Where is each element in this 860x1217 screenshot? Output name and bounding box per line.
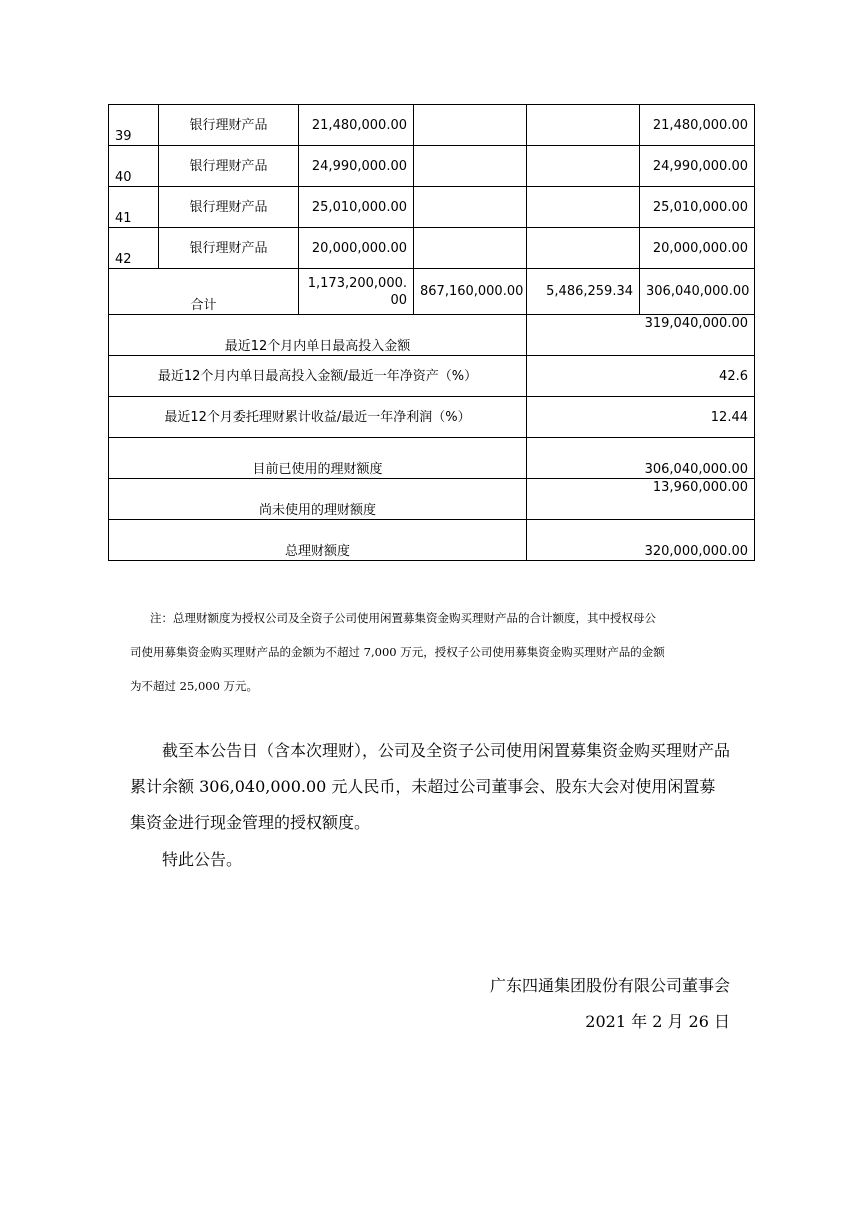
table-row [109, 146, 755, 187]
total-actual-income: 5,486,259.34 [527, 269, 640, 315]
summary-row [109, 397, 755, 438]
product-name: 银行理财产品 [159, 187, 299, 228]
balance-paragraph: 截至本公告日（含本次理财），公司及全资子公司使用闲置募集资金购买理财产品累计余额 306,040,000.00 元人民币，未超过公司董事会、股东大会对使用闲置募集资金进行现金管理的授权额度。 [130, 741, 731, 832]
summary-row [109, 479, 755, 520]
product-name: 银行理财产品 [159, 146, 299, 187]
outstanding-principal: 21,480,000.00 [640, 105, 755, 146]
actual-income [527, 105, 640, 146]
row-index: 39 [109, 105, 159, 146]
total-recovered-principal: 867,160,000.00 [414, 269, 527, 315]
summary-value: 319,040,000.00 [527, 315, 755, 356]
recovered-principal [414, 105, 527, 146]
outstanding-principal: 24,990,000.00 [640, 146, 755, 187]
summary-value: 306,040,000.00 [527, 438, 755, 479]
investment-amount: 20,000,000.00 [299, 228, 414, 269]
total-row [109, 269, 755, 315]
footnote-line: 司使用募集资金购买理财产品的金额为不超过 7,000 万元，授权子公司使用募集资金购买理财产品的金额 [130, 645, 665, 659]
investment-amount: 25,010,000.00 [299, 187, 414, 228]
table-row [109, 187, 755, 228]
investment-amount: 24,990,000.00 [299, 146, 414, 187]
table-footnote [130, 601, 740, 703]
summary-label: 最近12个月内单日最高投入金额 [109, 315, 527, 356]
total-investment-amount: 1,173,200,000.00 [299, 269, 414, 315]
outstanding-principal: 20,000,000.00 [640, 228, 755, 269]
row-index: 42 [109, 228, 159, 269]
summary-row [109, 315, 755, 356]
summary-label: 总理财额度 [109, 520, 527, 561]
summary-label: 尚未使用的理财额度 [109, 479, 527, 520]
row-index: 40 [109, 146, 159, 187]
recovered-principal [414, 228, 527, 269]
table-row [109, 105, 755, 146]
row-index: 41 [109, 187, 159, 228]
summary-value: 13,960,000.00 [527, 479, 755, 520]
financial-products-table [108, 104, 755, 561]
summary-row [109, 438, 755, 479]
summary-value: 42.6 [527, 356, 755, 397]
signature-date: 2021 年 2 月 26 日 [585, 1012, 730, 1031]
closing-paragraph: 特此公告。 [162, 850, 243, 869]
summary-value: 12.44 [527, 397, 755, 438]
table-row [109, 228, 755, 269]
actual-income [527, 146, 640, 187]
summary-label: 目前已使用的理财额度 [109, 438, 527, 479]
recovered-principal [414, 146, 527, 187]
summary-label: 最近12个月委托理财累计收益/最近一年净利润（%） [109, 397, 527, 438]
outstanding-principal: 25,010,000.00 [640, 187, 755, 228]
summary-label: 最近12个月内单日最高投入金额/最近一年净资产（%） [109, 356, 527, 397]
summary-row [109, 520, 755, 561]
investment-amount: 21,480,000.00 [299, 105, 414, 146]
product-name: 银行理财产品 [159, 105, 299, 146]
footnote-line: 为不超过 25,000 万元。 [130, 679, 259, 693]
total-label: 合计 [109, 269, 299, 315]
summary-value: 320,000,000.00 [527, 520, 755, 561]
signature-company: 广东四通集团股份有限公司董事会 [489, 976, 730, 995]
actual-income [527, 187, 640, 228]
product-name: 银行理财产品 [159, 228, 299, 269]
recovered-principal [414, 187, 527, 228]
summary-row [109, 356, 755, 397]
actual-income [527, 228, 640, 269]
footnote-line: 注：总理财额度为授权公司及全资子公司使用闲置募集资金购买理财产品的合计额度，其中授权母公 [150, 611, 656, 625]
total-outstanding-principal: 306,040,000.00 [640, 269, 755, 315]
